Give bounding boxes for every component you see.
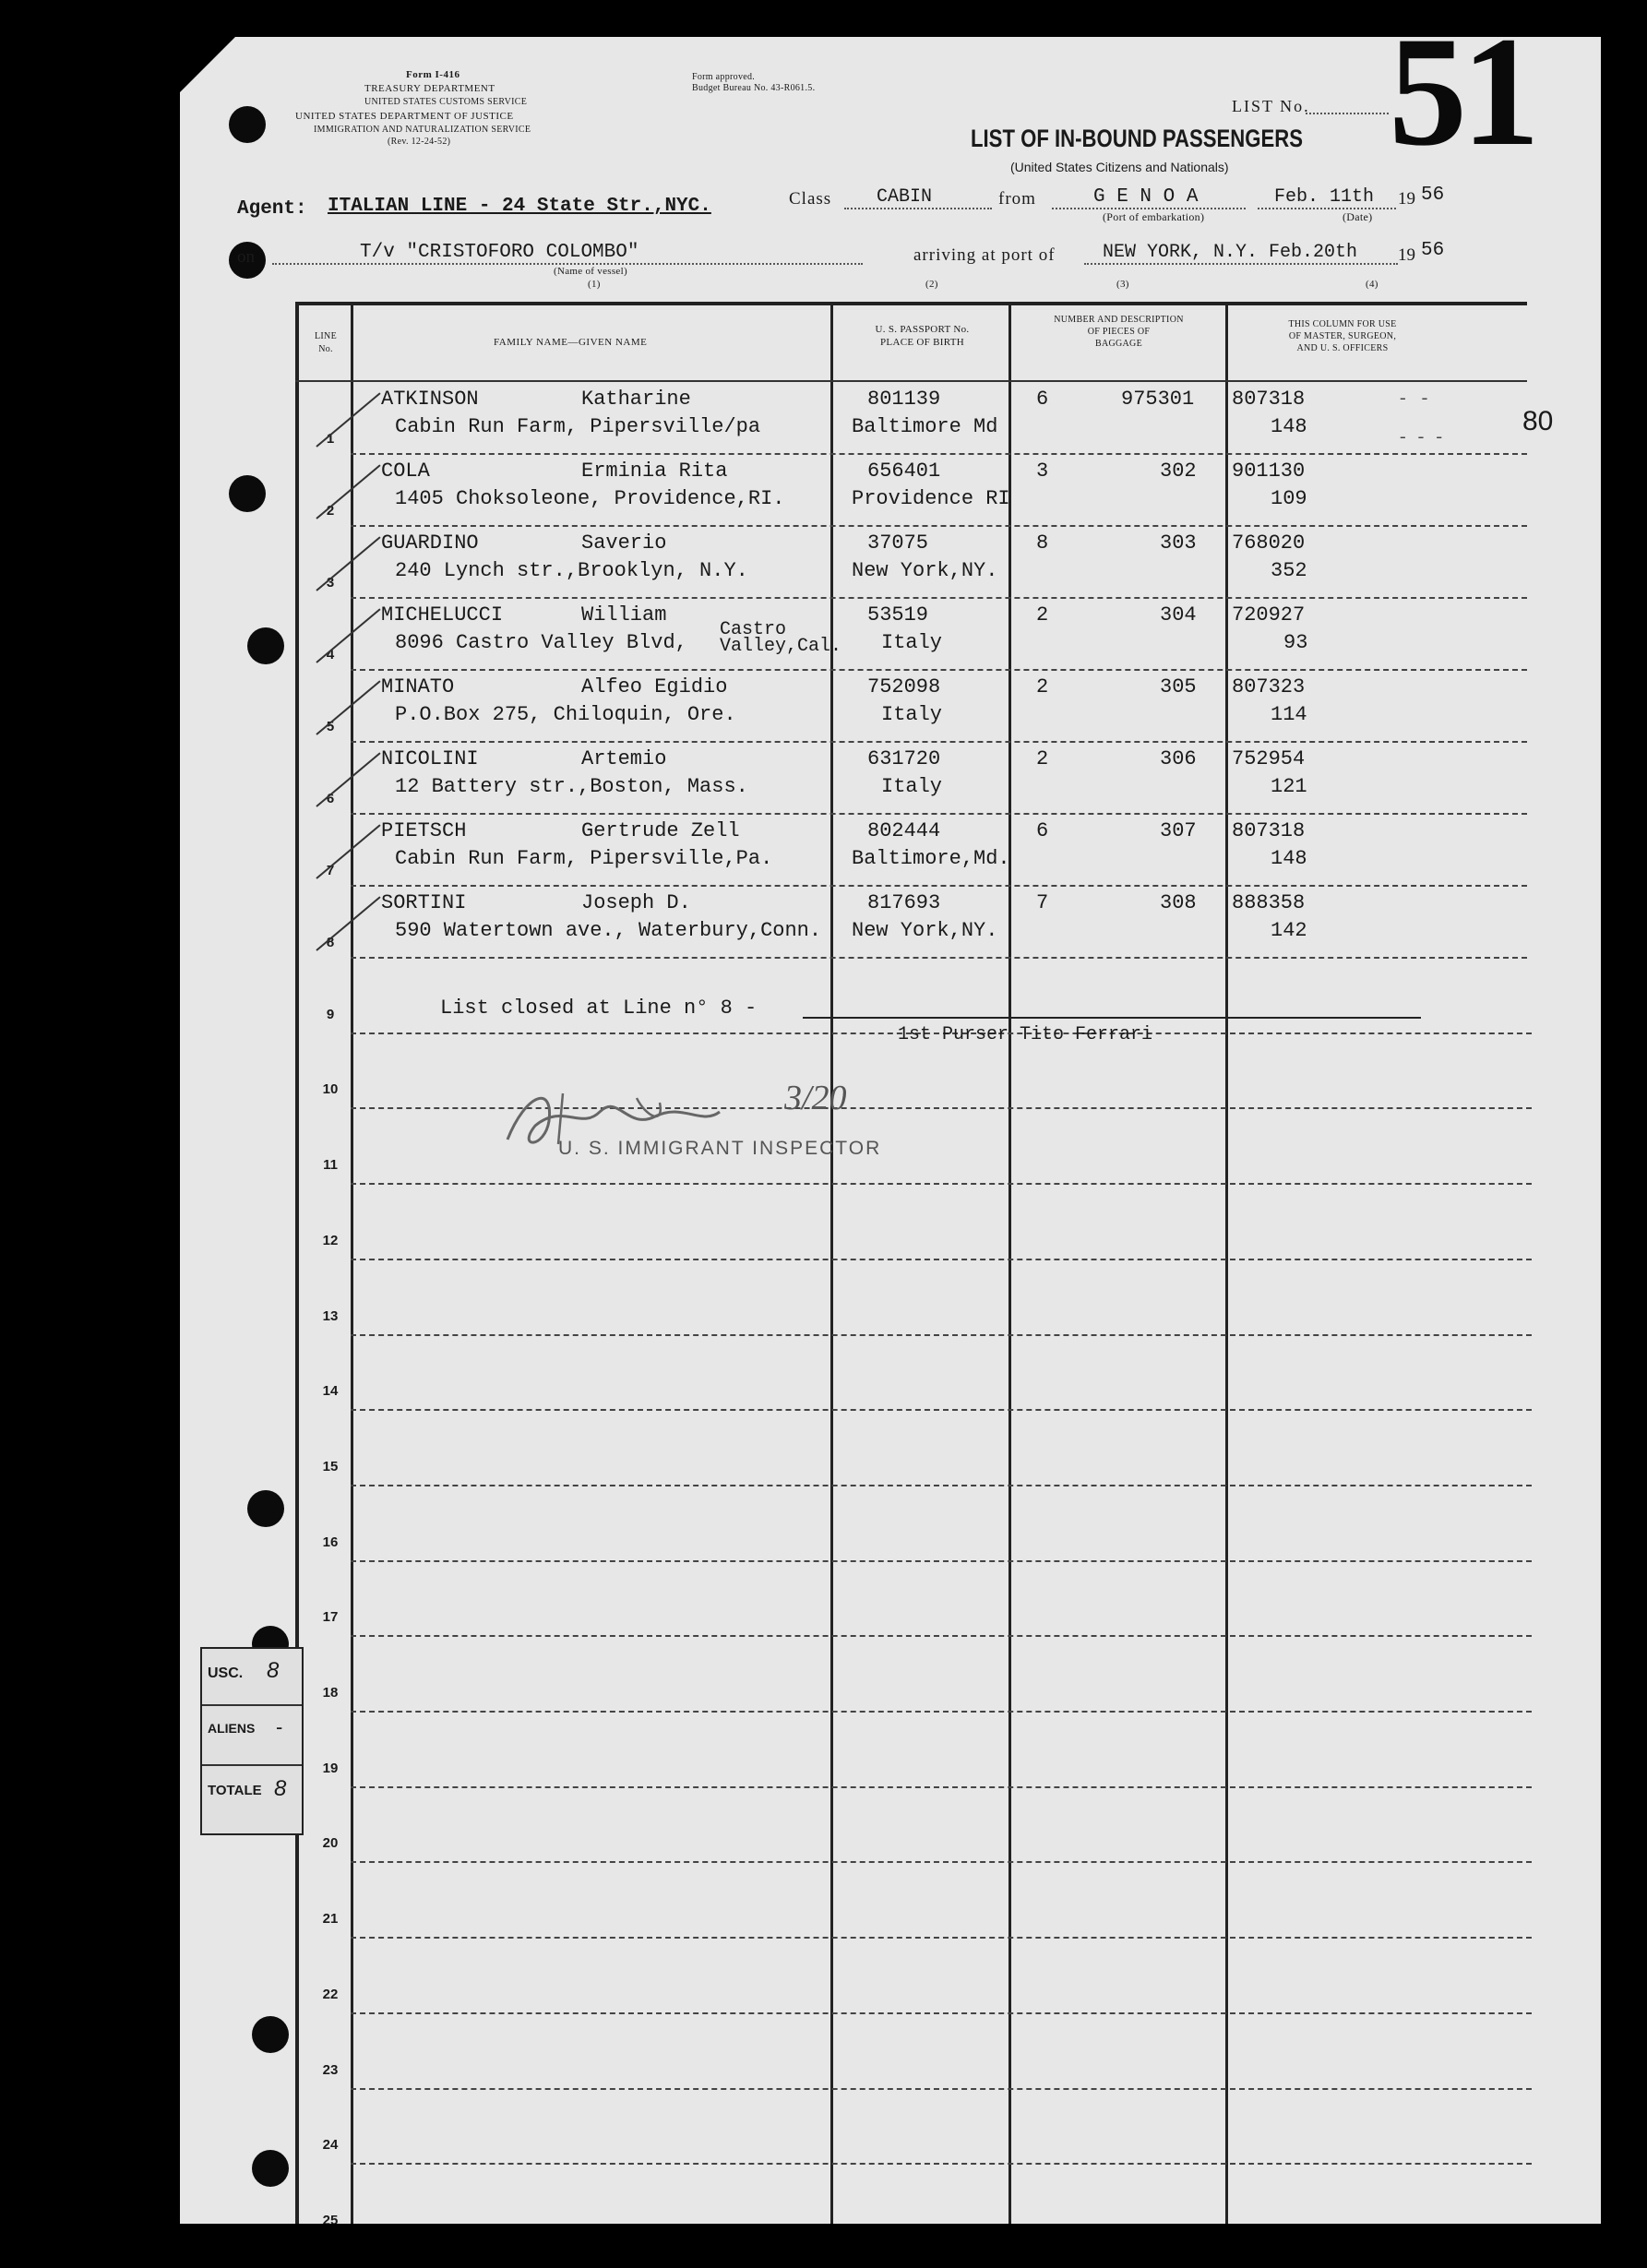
baggage-pieces: 3 — [1036, 460, 1049, 483]
place-of-birth: Italy — [881, 631, 943, 654]
header-line-no: LINE No. — [315, 331, 337, 354]
line-number: 23 — [322, 2061, 339, 2078]
passenger-address-extra: Castro — [720, 619, 787, 640]
on-label: on — [237, 247, 255, 267]
passenger-address: 8096 Castro Valley Blvd, — [395, 631, 687, 654]
officer-marks: - - — [1400, 388, 1434, 408]
check-mark-icon — [316, 536, 380, 591]
baggage-tag: 302 — [1160, 460, 1197, 483]
signature-line — [803, 1017, 1421, 1019]
officer-number: 114 — [1271, 703, 1307, 726]
row-divider — [351, 1861, 1532, 1863]
header-baggage: NUMBER AND DESCRIPTION OF PIECES OF BAGGAGE — [1054, 315, 1184, 349]
arrival-date: Feb.20th — [1269, 242, 1358, 263]
row-divider — [351, 1786, 1532, 1788]
purser-name: 1st Purser Tito Ferrari — [898, 1024, 1153, 1045]
col-divider — [1225, 304, 1228, 2224]
line-number: 10 — [322, 1081, 339, 1098]
table-left-border — [295, 304, 299, 2224]
agent-name: ITALIAN LINE - 24 State Str.,NYC. — [328, 196, 711, 217]
baggage-pieces: 8 — [1036, 531, 1049, 555]
officer-code: 888358 — [1232, 891, 1306, 914]
embark-caption: (Port of embarkation) — [1103, 210, 1205, 223]
officer-number: 121 — [1271, 775, 1307, 798]
passenger-given-name: Joseph D. — [581, 891, 691, 914]
margin-note: 80 — [1522, 406, 1554, 436]
check-mark-icon — [316, 392, 380, 447]
baggage-tag: 306 — [1160, 747, 1197, 770]
punch-hole — [247, 627, 284, 664]
passenger-surname: COLA — [381, 460, 430, 483]
passenger-address: Cabin Run Farm, Pipersville/pa — [395, 415, 761, 438]
justice-dept: UNITED STATES DEPARTMENT OF JUSTICE — [295, 111, 514, 122]
list-closed-note: List closed at Line n° 8 - — [440, 997, 758, 1020]
row-divider — [351, 2012, 1532, 2014]
baggage-tag: 975301 — [1121, 388, 1195, 411]
line-number: 17 — [322, 1609, 339, 1626]
agent-label: Agent: — [237, 198, 307, 220]
form-approved: Form approved. — [692, 72, 756, 82]
row-divider — [351, 2088, 1532, 2090]
aliens-count: - — [276, 1715, 283, 1738]
line-number: 8 — [326, 935, 335, 950]
passenger-given-name: Katharine — [581, 388, 691, 411]
row-divider — [351, 1711, 1532, 1713]
place-of-birth: Italy — [881, 775, 943, 798]
check-mark-icon — [316, 824, 380, 878]
officer-number: 352 — [1271, 559, 1307, 582]
line-number: 18 — [322, 1685, 339, 1701]
passenger-address: 590 Watertown ave., Waterbury,Conn. — [395, 919, 822, 942]
passport-number: 817693 — [867, 891, 941, 914]
officer-number: 148 — [1271, 847, 1307, 870]
departure-year: 56 — [1421, 185, 1445, 206]
manifest-page — [180, 37, 1601, 2224]
list-no-label: LIST No. — [1232, 97, 1310, 115]
table-top-border — [295, 302, 1527, 305]
passport-number: 752098 — [867, 675, 941, 698]
line-number: 5 — [326, 719, 335, 734]
usc-count: 8 — [267, 1658, 280, 1683]
citizen-count-box — [200, 1647, 304, 1835]
line-number: 13 — [322, 1307, 339, 1324]
passenger-address-extra2: Valley,Cal. — [720, 636, 842, 657]
aliens-label: ALIENS — [208, 1721, 256, 1736]
place-of-birth: Providence RI — [852, 487, 1010, 510]
stat-divider — [202, 1704, 302, 1706]
line-number: 24 — [322, 2137, 339, 2154]
punch-hole — [229, 475, 266, 512]
baggage-pieces: 6 — [1036, 819, 1049, 842]
row-divider — [351, 2163, 1532, 2165]
form-number: Form I-416 — [406, 69, 460, 80]
header-divider — [295, 380, 1527, 382]
page-corner — [180, 37, 235, 92]
line-number: 20 — [322, 1835, 339, 1852]
passenger-surname: ATKINSON — [381, 388, 479, 411]
baggage-tag: 308 — [1160, 891, 1197, 914]
line-number: 7 — [326, 863, 335, 878]
col1-caption: (1) — [588, 279, 601, 290]
check-mark-icon — [316, 464, 380, 519]
line-number: 4 — [326, 647, 335, 662]
year-prefix: 19 — [1398, 189, 1415, 209]
line-number: 16 — [322, 1534, 339, 1550]
col-divider — [830, 304, 833, 2224]
page-title: LIST OF IN-BOUND PASSENGERS — [971, 125, 1304, 152]
line-number: 19 — [322, 1760, 339, 1776]
baggage-tag: 304 — [1160, 603, 1197, 627]
baggage-pieces: 7 — [1036, 891, 1049, 914]
passenger-given-name: Saverio — [581, 531, 667, 555]
line-number: 6 — [326, 791, 335, 806]
col3-caption: (3) — [1116, 279, 1129, 290]
passport-number: 37075 — [867, 531, 929, 555]
row-divider — [351, 1560, 1532, 1562]
passenger-address: 240 Lynch str.,Brooklyn, N.Y. — [395, 559, 748, 582]
officer-code: 752954 — [1232, 747, 1306, 770]
officer-code: 807323 — [1232, 675, 1306, 698]
vessel-name: T/v "CRISTOFORO COLOMBO" — [272, 242, 863, 265]
passenger-address: 12 Battery str.,Boston, Mass. — [395, 775, 748, 798]
passenger-given-name: Gertrude Zell — [581, 819, 740, 842]
punch-hole — [229, 106, 266, 143]
vessel-caption: (Name of vessel) — [554, 266, 627, 277]
row-divider — [351, 1937, 1532, 1939]
line-number: 3 — [326, 575, 335, 591]
passenger-given-name: William — [581, 603, 667, 627]
header-passport: U. S. PASSPORT No. PLACE OF BIRTH — [875, 324, 970, 348]
passenger-surname: GUARDINO — [381, 531, 479, 555]
row-divider — [351, 885, 1527, 887]
row-divider — [351, 597, 1527, 599]
row-divider — [351, 1183, 1532, 1185]
passenger-address: P.O.Box 275, Chiloquin, Ore. — [395, 703, 736, 726]
stat-divider — [202, 1764, 302, 1766]
passport-number: 802444 — [867, 819, 941, 842]
row-divider — [351, 1334, 1532, 1336]
line-number: 21 — [322, 1911, 339, 1928]
place-of-birth: Baltimore Md — [852, 415, 998, 438]
row-divider — [351, 525, 1527, 527]
baggage-tag: 303 — [1160, 531, 1197, 555]
col-divider — [1008, 304, 1011, 2224]
officer-number: 109 — [1271, 487, 1307, 510]
stamp-date: 3/20 — [784, 1079, 847, 1117]
place-of-birth: New York,NY. — [852, 559, 998, 582]
arrival-port: NEW YORK, N.Y. Feb.20th — [1084, 242, 1398, 265]
row-divider — [351, 813, 1527, 815]
header-name: FAMILY NAME—GIVEN NAME — [494, 337, 648, 348]
officer-number: 148 — [1271, 415, 1307, 438]
arrival-year: 56 — [1421, 240, 1445, 261]
passenger-surname: SORTINI — [381, 891, 467, 914]
page-subtitle: (United States Citizens and Nationals) — [1010, 160, 1229, 174]
baggage-pieces: 2 — [1036, 747, 1049, 770]
passenger-given-name: Artemio — [581, 747, 667, 770]
check-mark-icon — [316, 680, 380, 734]
line-number: 15 — [322, 1458, 339, 1474]
col-divider — [351, 304, 353, 2224]
list-number: 51 — [1389, 37, 1534, 178]
check-mark-icon — [316, 752, 380, 806]
passenger-surname: MICHELUCCI — [381, 603, 504, 627]
place-of-birth: Baltimore,Md. — [852, 847, 1010, 870]
row-divider — [351, 957, 1527, 959]
baggage-pieces: 2 — [1036, 675, 1049, 698]
baggage-pieces: 2 — [1036, 603, 1049, 627]
officer-number: 93 — [1283, 631, 1308, 654]
line-number: 9 — [326, 1006, 335, 1022]
header-officers: THIS COLUMN FOR USE OF MASTER, SURGEON, AND U. S. OFFICERS — [1288, 319, 1397, 353]
from-label: from — [998, 189, 1036, 209]
row-divider — [351, 1259, 1532, 1260]
arrival-year-prefix: 19 — [1398, 245, 1415, 265]
officer-code: 768020 — [1232, 531, 1306, 555]
departure-date: Feb. 11th — [1258, 186, 1396, 209]
passenger-surname: NICOLINI — [381, 747, 479, 770]
line-number: 25 — [322, 2213, 339, 2224]
punch-hole — [252, 2016, 289, 2053]
passenger-address: 1405 Choksoleone, Providence,RI. — [395, 487, 785, 510]
budget-bureau: Budget Bureau No. 43-R061.5. — [692, 83, 816, 93]
usc-label: USC. — [208, 1665, 244, 1681]
line-number: 2 — [326, 503, 335, 519]
officer-code: 807318 — [1232, 388, 1306, 411]
officer-code: 901130 — [1232, 460, 1306, 483]
baggage-pieces: 6 — [1036, 388, 1049, 411]
treasury-dept: TREASURY DEPARTMENT — [364, 83, 495, 94]
officer-code: 720927 — [1232, 603, 1306, 627]
arriving-label: arriving at port of — [913, 245, 1056, 265]
class-value: CABIN — [844, 186, 992, 209]
col4-caption: (4) — [1366, 279, 1378, 290]
line-number: 22 — [322, 1986, 339, 2002]
list-no-line — [1306, 113, 1389, 114]
embark-port: G E N O A — [1052, 186, 1246, 209]
passenger-given-name: Erminia Rita — [581, 460, 728, 483]
officer-code: 807318 — [1232, 819, 1306, 842]
date-caption: (Date) — [1343, 210, 1373, 223]
inspector-stamp: U. S. IMMIGRANT INSPECTOR — [558, 1138, 882, 1159]
ins-service: IMMIGRATION AND NATURALIZATION SERVICE — [314, 125, 531, 135]
line-number: 11 — [323, 1157, 338, 1174]
row-divider — [351, 453, 1527, 455]
customs-service: UNITED STATES CUSTOMS SERVICE — [364, 97, 528, 107]
line-number: 14 — [322, 1383, 339, 1400]
passenger-address: Cabin Run Farm, Pipersville,Pa. — [395, 847, 773, 870]
total-label: TOTALE — [208, 1783, 262, 1798]
form-revision: (Rev. 12-24-52) — [388, 137, 451, 147]
class-label: Class — [789, 189, 832, 209]
row-divider — [351, 741, 1527, 743]
check-mark-icon — [316, 896, 380, 950]
officer-number: 142 — [1271, 919, 1307, 942]
place-of-birth: New York,NY. — [852, 919, 998, 942]
total-count: 8 — [274, 1776, 287, 1801]
place-of-birth: Italy — [881, 703, 943, 726]
baggage-tag: 307 — [1160, 819, 1197, 842]
passenger-surname: MINATO — [381, 675, 455, 698]
passport-number: 801139 — [867, 388, 941, 411]
row-divider — [351, 1409, 1532, 1411]
line-number: 12 — [322, 1232, 339, 1248]
row-divider — [351, 669, 1527, 671]
row-divider — [351, 1485, 1532, 1486]
punch-hole — [247, 1490, 284, 1527]
passport-number: 656401 — [867, 460, 941, 483]
line-number: 1 — [326, 431, 335, 447]
baggage-tag: 305 — [1160, 675, 1197, 698]
officer-marks: - - - — [1400, 426, 1446, 447]
passport-number: 53519 — [867, 603, 929, 627]
passport-number: 631720 — [867, 747, 941, 770]
row-divider — [351, 1635, 1532, 1637]
col2-caption: (2) — [925, 279, 938, 290]
punch-hole — [252, 2150, 289, 2187]
check-mark-icon — [316, 608, 380, 662]
passenger-surname: PIETSCH — [381, 819, 467, 842]
passenger-given-name: Alfeo Egidio — [581, 675, 728, 698]
